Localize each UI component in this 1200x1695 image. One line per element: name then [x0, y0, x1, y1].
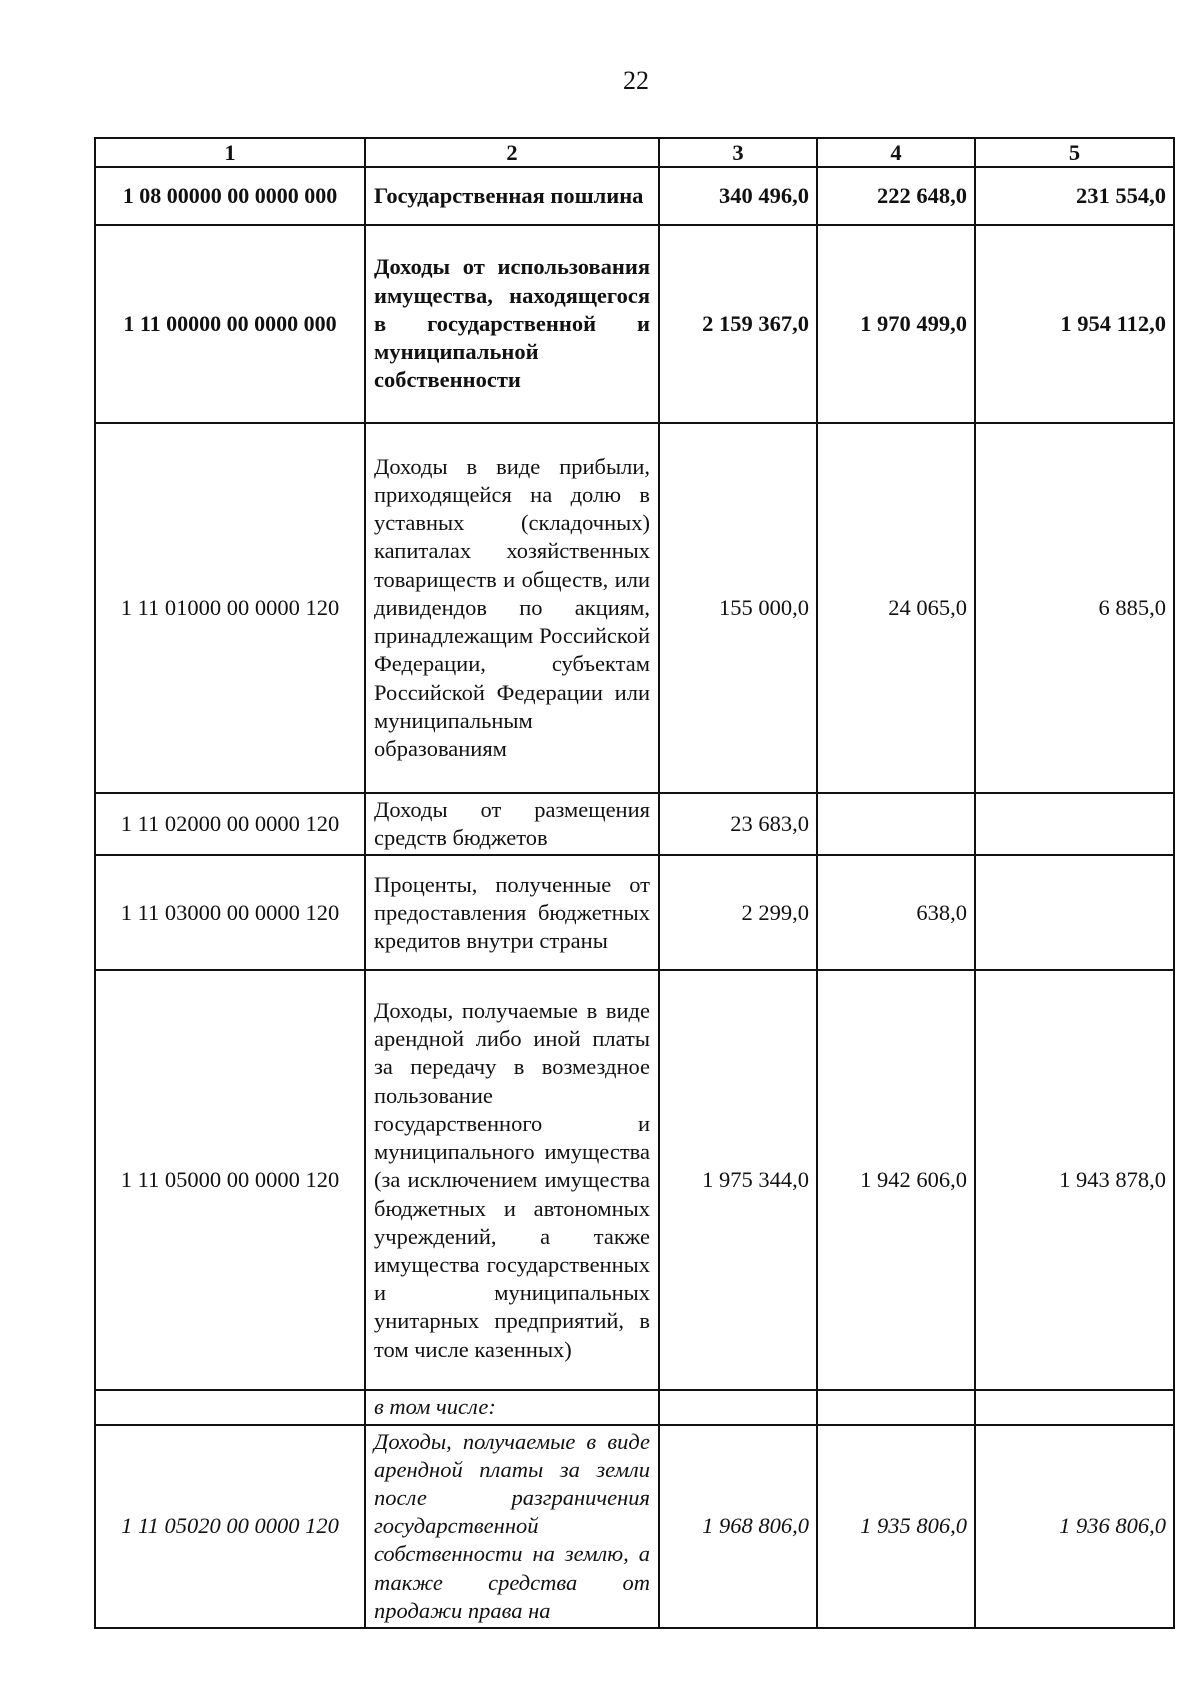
amount-col5: 1 936 806,0 — [975, 1425, 1174, 1628]
table-row — [95, 167, 1174, 225]
amount-col3: 1 975 344,0 — [659, 970, 817, 1390]
column-header-5: 5 — [975, 138, 1174, 167]
column-header-4: 4 — [817, 138, 975, 167]
amount-col4: 222 648,0 — [817, 167, 975, 225]
table-row — [95, 423, 1174, 793]
amount-col3: 23 683,0 — [659, 793, 817, 855]
amount-col3: 2 159 367,0 — [659, 225, 817, 423]
budget-code — [95, 1390, 365, 1424]
budget-code: 1 11 05000 00 0000 120 — [95, 970, 365, 1390]
amount-col5: 1 943 878,0 — [975, 970, 1174, 1390]
revenue-table — [94, 137, 1175, 1629]
amount-col3: 2 299,0 — [659, 855, 817, 970]
amount-col3: 340 496,0 — [659, 167, 817, 225]
revenue-name: Доходы, получаемые в виде арендной либо иной платы за передачу в возмездное пользование государственного и муниципального имущества (за исключением имущества бюджетных и автономных учреждений, а также имущества государственных и муниципальных унитарных предприятий, в том числе казенных) — [365, 970, 659, 1390]
column-header-2: 2 — [365, 138, 659, 167]
table-row — [95, 970, 1174, 1390]
budget-code: 1 08 00000 00 0000 000 — [95, 167, 365, 225]
table-row — [95, 793, 1174, 855]
amount-col3: 1 968 806,0 — [659, 1425, 817, 1628]
budget-code: 1 11 02000 00 0000 120 — [95, 793, 365, 855]
budget-code: 1 11 05020 00 0000 120 — [95, 1425, 365, 1628]
amount-col4: 1 970 499,0 — [817, 225, 975, 423]
table-row — [95, 855, 1174, 970]
budget-code: 1 11 03000 00 0000 120 — [95, 855, 365, 970]
amount-col5: 231 554,0 — [975, 167, 1174, 225]
amount-col3 — [659, 1390, 817, 1424]
column-header-1: 1 — [95, 138, 365, 167]
amount-col4 — [817, 793, 975, 855]
table-row — [95, 225, 1174, 423]
amount-col3: 155 000,0 — [659, 423, 817, 793]
budget-code: 1 11 00000 00 0000 000 — [95, 225, 365, 423]
revenue-name: Доходы в виде прибыли, приходящейся на долю в уставных (складочных) капиталах хозяйственных товариществ и обществ, или дивидендов по акциям, принадлежащим Российской Федерации, субъектам Российской Федерации или муниципальным образованиям — [365, 423, 659, 793]
amount-col5 — [975, 1390, 1174, 1424]
amount-col4: 638,0 — [817, 855, 975, 970]
amount-col4 — [817, 1390, 975, 1424]
revenue-name: Доходы, получаемые в виде арендной платы за земли после разграничения государственной собственности на землю, а также средства от продажи права на — [365, 1425, 659, 1628]
amount-col4: 24 065,0 — [817, 423, 975, 793]
column-header-3: 3 — [659, 138, 817, 167]
revenue-name: Доходы от размещения средств бюджетов — [365, 793, 659, 855]
amount-col4: 1 942 606,0 — [817, 970, 975, 1390]
table-row — [95, 1425, 1174, 1628]
amount-col5: 1 954 112,0 — [975, 225, 1174, 423]
header-row — [95, 138, 1174, 167]
page-number: 22 — [623, 66, 649, 95]
revenue-name: Проценты, полученные от предоставления бюджетных кредитов внутри страны — [365, 855, 659, 970]
amount-col5 — [975, 855, 1174, 970]
table-row — [95, 1390, 1174, 1424]
amount-col5 — [975, 793, 1174, 855]
budget-code: 1 11 01000 00 0000 120 — [95, 423, 365, 793]
amount-col4: 1 935 806,0 — [817, 1425, 975, 1628]
amount-col5: 6 885,0 — [975, 423, 1174, 793]
revenue-name: Доходы от использования имущества, находящегося в государственной и муниципальной собственности — [365, 225, 659, 423]
revenue-name: Государственная пошлина — [365, 167, 659, 225]
revenue-name: в том числе: — [365, 1390, 659, 1424]
